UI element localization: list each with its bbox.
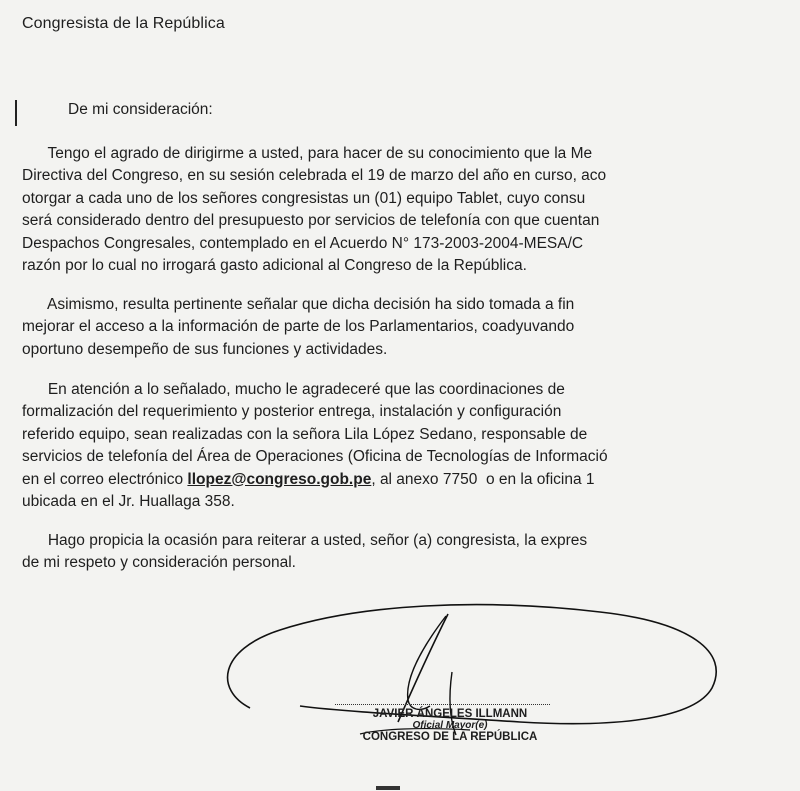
paragraph-3 [22,379,757,513]
margin-mark [15,100,17,126]
paragraph-line: mejorar el acceso a la información de parte de los Parlamentarios, coadyuvando [22,318,575,336]
paragraph-line: oportuno desempeño de sus funciones y actividades. [22,340,388,358]
paragraph-line: formalización del requerimiento y posterior entrega, instalación y configuración [22,403,562,421]
signature-rule [335,704,550,705]
paragraph-line: Despachos Congresales, contemplado en el Acuerdo N° 173-2003-2004-MESA/C [22,234,584,252]
email-line-suffix: , al anexo 7750 o en la oficina 1 [371,470,595,488]
paragraph-2 [22,294,757,361]
signature-block [330,708,570,743]
paragraph-1 [22,143,757,277]
paragraph-line: ubicada en el Jr. Huallaga 358. [22,493,235,511]
recipient-line: Congresista de la República [22,15,225,32]
page-edge-mark [376,786,400,790]
paragraph-line: referido equipo, sean realizadas con la señora Lila López Sedano, responsable de [22,425,588,443]
signatory-organization: CONGRESO DE LA REPÚBLICA [362,731,538,743]
paragraph-line: Tengo el agrado de dirigirme a usted, para hacer de su conocimiento que la Me [22,145,593,162]
salutation: De mi consideración: [68,101,213,118]
email-line [22,469,757,491]
paragraph-line: Hago propicia la ocasión para reiterar a usted, señor (a) congresista, la expres [22,532,588,549]
email-link[interactable]: llopez@congreso.gob.pe [187,470,372,488]
paragraph-line: será considerado dentro del presupuesto por servicios de telefonía con que cuentan [22,212,600,230]
paragraph-line: razón por lo cual no irrogará gasto adicional al Congreso de la República. [22,257,527,275]
paragraph-line: Asimismo, resulta pertinente señalar que dicha decisión ha sido tomada a fin [22,296,575,313]
paragraph-line: otorgar a cada uno de los señores congresistas un (01) equipo Tablet, cuyo consu [22,189,586,207]
paragraph-line: Directiva del Congreso, en su sesión celebrada el 19 de marzo del año en curso, aco [22,167,607,185]
paragraph-line: En atención a lo señalado, mucho le agradeceré que las coordinaciones de [22,381,565,398]
signatory-name: JAVIER ÁNGELES ILLMANN [372,708,528,720]
signatory-role: Oficial Mayor(e) [412,720,488,731]
email-line-prefix: en el correo electrónico [22,470,188,488]
paragraph-4 [22,530,757,575]
paragraph-line: servicios de telefonía del Área de Operaciones (Oficina de Tecnologías de Informació [22,448,608,466]
paragraph-line: de mi respeto y consideración personal. [22,554,296,572]
